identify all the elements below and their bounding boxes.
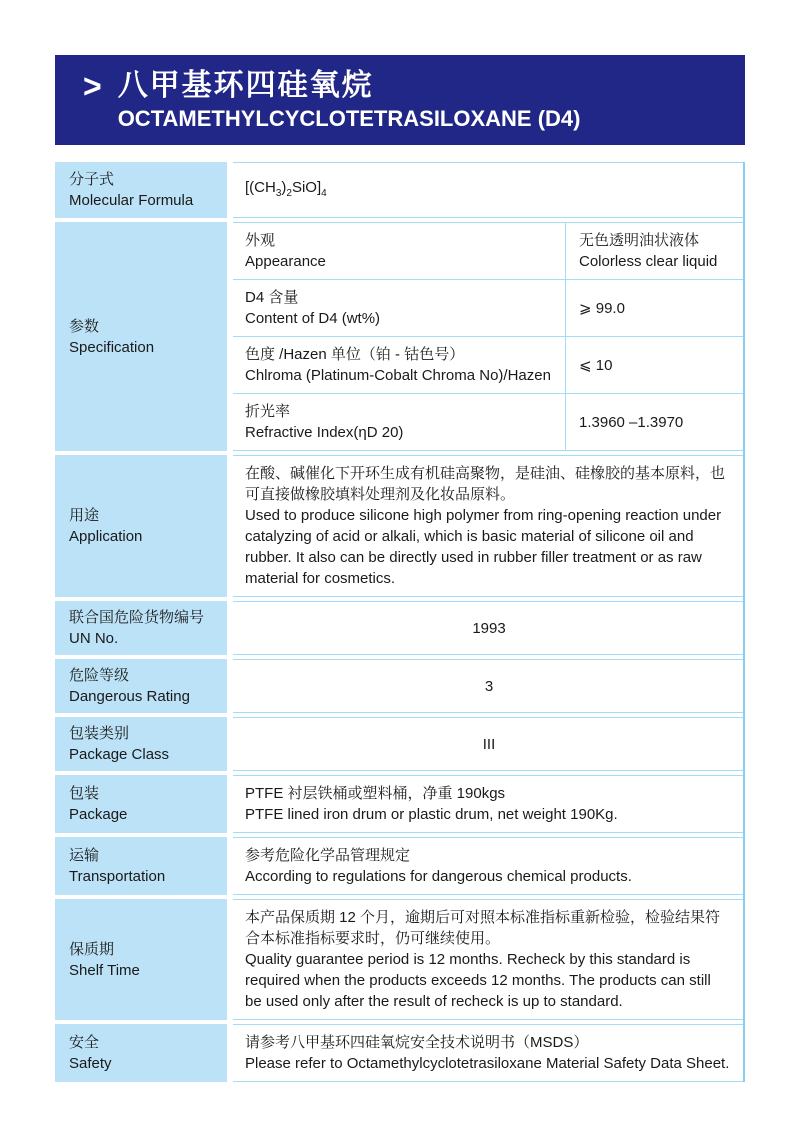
header-banner	[55, 55, 745, 145]
label-en: Transportation	[69, 868, 166, 885]
label-en: Molecular Formula	[69, 192, 194, 209]
chemical-formula: $[(CH_3)_2SiO]_4$	[245, 178, 327, 199]
desc-cn: 外观	[245, 232, 276, 249]
chevron-right-icon: >	[83, 67, 102, 105]
value-safety	[233, 1024, 745, 1082]
row-application	[55, 455, 745, 597]
product-title-en: OCTAMETHYLCYCLOTETRASILOXANE (D4)	[117, 106, 581, 131]
spec-row-chroma	[233, 337, 745, 394]
value-en: Colorless clear liquid	[579, 253, 718, 270]
label-package	[55, 775, 227, 833]
row-package	[55, 775, 745, 833]
label-specification	[55, 222, 227, 451]
desc-cn: 色度 /Hazen 单位（铂 - 钴色号）	[245, 346, 465, 363]
value-package-class	[233, 717, 745, 771]
label-cn: 包装类别	[69, 725, 130, 742]
text-en: PTFE lined iron drum or plastic drum, net weight 190Kg.	[245, 806, 618, 823]
row-shelf-time	[55, 899, 745, 1020]
desc-en: Chlroma (Platinum-Cobalt Chroma No)/Hazen	[245, 367, 551, 384]
text-cn: 请参考八甲基环四硅氧烷安全技术说明书（MSDS）	[245, 1034, 589, 1051]
spec-value	[565, 223, 745, 279]
label-cn: 参数	[69, 317, 100, 335]
spec-row-d4-content	[233, 280, 745, 337]
spec-desc	[233, 280, 565, 336]
label-application	[55, 455, 227, 597]
value: 1993	[472, 619, 506, 637]
value-application	[233, 455, 745, 597]
label-en: Safety	[69, 1055, 112, 1072]
row-molecular-formula	[55, 162, 745, 218]
text-en: Quality guarantee period is 12 months. Recheck by this standard is required when the products exceeds 12 months. The products can still be used only after the result of recheck is up to standard.	[245, 951, 711, 1010]
desc-cn: D4 含量	[245, 289, 299, 306]
text-cn: 在酸、碱催化下开环生成有机硅高聚物，是硅油、硅橡胶的基本原料，也可直接做橡胶填料处理剂及化妆品原料。	[245, 465, 726, 503]
desc-en: Content of D4 (wt%)	[245, 310, 381, 327]
row-specification	[55, 222, 745, 451]
label-package-class	[55, 717, 227, 771]
text-cn: 本产品保质期 12 个月，逾期后可对照本标准指标重新检验，检验结果符合本标准指标要求时，仍可继续使用。	[245, 909, 721, 947]
label-en: Package	[69, 806, 128, 823]
text-en: Please refer to Octamethylcyclotetrasiloxane Material Safety Data Sheet.	[245, 1055, 730, 1072]
row-package-class	[55, 717, 745, 771]
spec-row-appearance	[233, 223, 745, 280]
label-en: Specification	[69, 338, 155, 356]
value-molecular-formula	[233, 162, 745, 218]
value-un-no	[233, 601, 745, 655]
row-safety	[55, 1024, 745, 1082]
value-package	[233, 775, 745, 833]
value: ⩾ 99.0	[579, 299, 625, 317]
label-cn: 用途	[69, 507, 100, 524]
label-molecular-formula	[55, 162, 227, 218]
text-cn: 参考危险化学品管理规定	[245, 847, 411, 864]
value: 3	[484, 677, 494, 695]
spec-value	[565, 280, 745, 336]
label-en: Application	[69, 528, 143, 545]
label-cn: 联合国危险货物编号	[69, 609, 205, 626]
label-en: Shelf Time	[69, 961, 140, 979]
label-shelf-time	[55, 899, 227, 1020]
label-en: UN No.	[69, 630, 119, 647]
text-en: According to regulations for dangerous chemical products.	[245, 868, 632, 885]
product-title-cn: 八甲基环四硅氧烷	[117, 69, 374, 102]
label-transportation	[55, 837, 227, 895]
label-un-no	[55, 601, 227, 655]
label-cn: 危险等级	[69, 667, 130, 684]
row-transportation	[55, 837, 745, 895]
value-cn: 无色透明油状液体	[579, 232, 700, 249]
desc-cn: 折光率	[245, 403, 291, 420]
value-dangerous-rating	[233, 659, 745, 713]
value: 1.3960 –1.3970	[579, 413, 684, 431]
spec-table	[55, 162, 745, 1082]
row-un-no	[55, 601, 745, 655]
spec-value	[565, 337, 745, 393]
spec-desc	[233, 337, 565, 393]
value: III	[482, 735, 496, 753]
text-en: Used to produce silicone high polymer from ring-opening reaction under catalyzing of acid or alkali, which is basic material of silicone oil and rubber. It also can be directly used in rubber filler treatment or as raw material for cosmetics.	[245, 507, 722, 587]
value: ⩽ 10	[579, 356, 613, 374]
spec-row-refractive-index	[233, 394, 745, 450]
label-cn: 运输	[69, 847, 100, 864]
label-safety	[55, 1024, 227, 1082]
label-dangerous-rating	[55, 659, 227, 713]
label-en: Dangerous Rating	[69, 688, 190, 705]
text-cn: PTFE 衬层铁桶或塑料桶，净重 190kgs	[245, 785, 506, 802]
desc-en: Appearance	[245, 253, 326, 270]
label-en: Package Class	[69, 746, 170, 763]
spec-desc	[233, 394, 565, 450]
label-cn: 包装	[69, 785, 100, 802]
title-block	[118, 67, 581, 133]
row-dangerous-rating	[55, 659, 745, 713]
spec-value	[565, 394, 745, 450]
label-cn: 安全	[69, 1034, 100, 1051]
label-cn: 分子式	[69, 171, 115, 188]
value-shelf-time	[233, 899, 745, 1020]
spec-desc	[233, 223, 565, 279]
label-cn: 保质期	[69, 940, 115, 958]
specification-grid	[233, 222, 745, 451]
value-transportation	[233, 837, 745, 895]
desc-en: Refractive Index(ηD 20)	[245, 424, 404, 441]
